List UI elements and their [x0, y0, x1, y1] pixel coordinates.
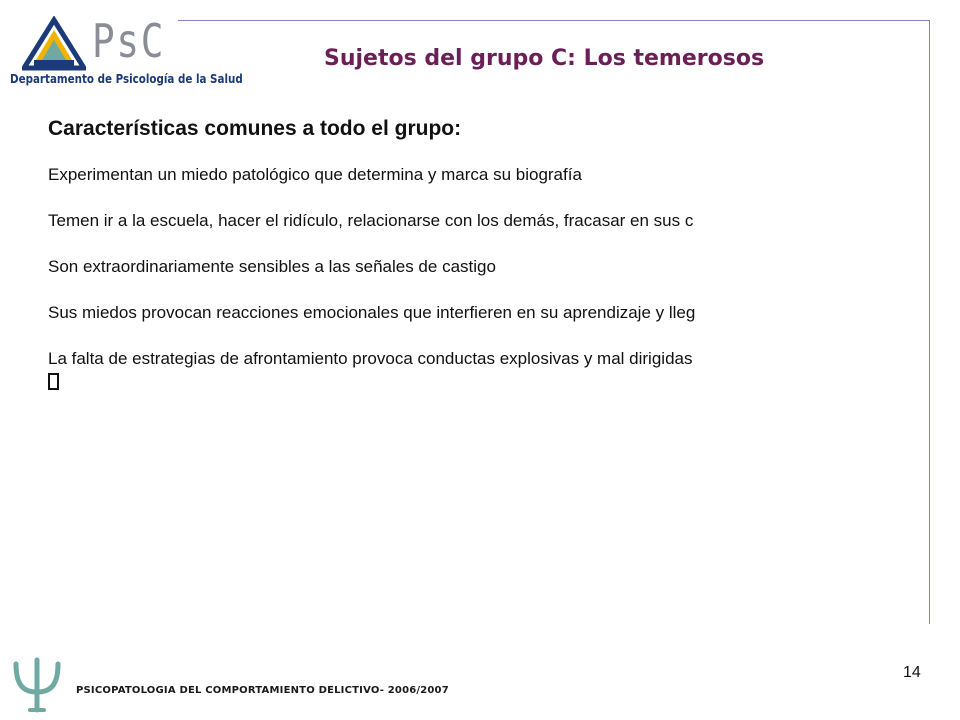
bullet-item: Son extraordinariamente sensibles a las señales de castigo — [48, 257, 496, 276]
footer-text: PSICOPATOLOGIA DEL COMPORTAMIENTO DELICTIVO- 2006/2007 — [76, 685, 449, 696]
bullet-item: La falta de estrategias de afrontamiento provoca conductas explosivas y mal dirigidas — [48, 349, 693, 368]
triangle-logo-icon — [22, 16, 86, 76]
psi-icon — [12, 656, 62, 714]
department-logo — [8, 12, 243, 92]
missing-glyph-icon — [48, 373, 59, 395]
bullet-item: Sus miedos provocan reacciones emocionales que interfieren en su aprendizaje y lleg — [48, 303, 696, 322]
bullet-list — [48, 165, 960, 369]
page-number: 14 — [903, 664, 921, 681]
slide-title: Sujetos del grupo C: Los temerosos — [324, 46, 765, 71]
bullet-item: Experimentan un miedo patológico que determina y marca su biografía — [48, 165, 582, 184]
top-rule — [178, 20, 930, 21]
section-heading: Características comunes a todo el grupo: — [48, 117, 462, 140]
bullet-item: Temen ir a la escuela, hacer el ridículo, relacionarse con los demás, fracasar en sus c — [48, 211, 694, 230]
logo-subtitle: Departamento de Psicología de la Salud — [10, 72, 243, 86]
logo-name: PsC — [92, 14, 166, 68]
